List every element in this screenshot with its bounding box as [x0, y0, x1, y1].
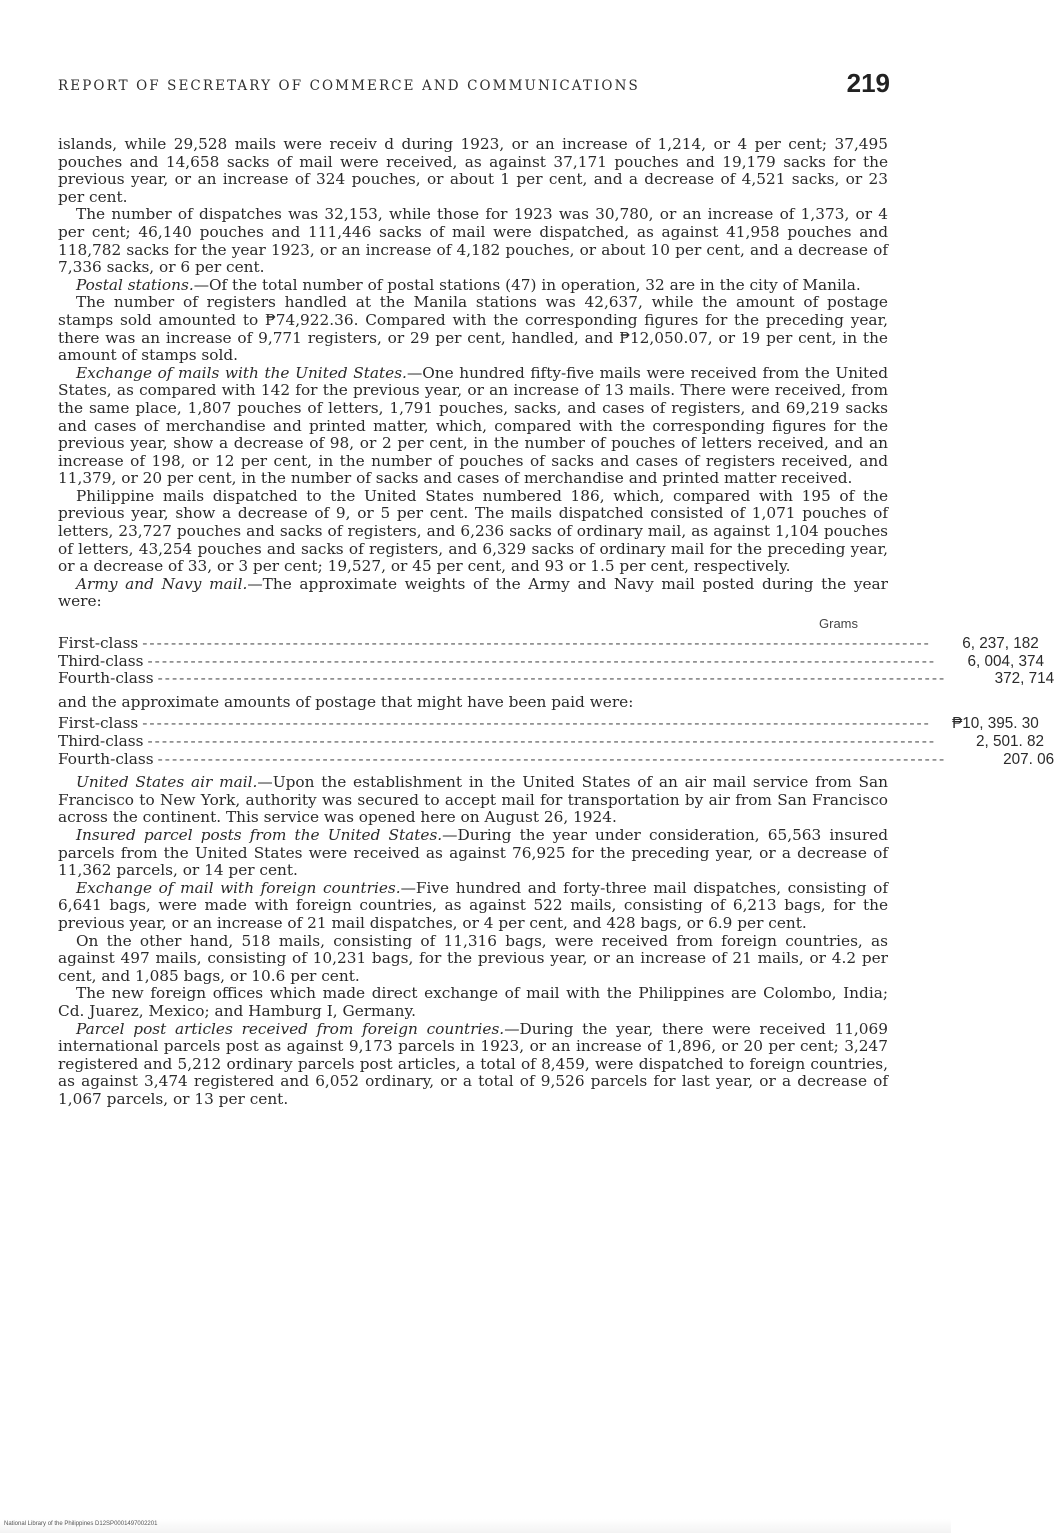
section-lead: Insured parcel posts from the United States. — [76, 825, 443, 844]
postage-intro: and the approximate amounts of postage that might have been paid were: — [58, 692, 634, 711]
row-value: 6, 004, 374 — [967, 652, 1045, 670]
paragraph: Exchange of mails with the United States.—One hundred fifty-five mails were received from the United States, as compared with 142 for the previous year, or an increase of 13 mails. There were received, from the same place, 1,807 pouches of letters, 1,791 pouches, sacks, and cases of registers, and 69,219 sacks and cases of merchandise and printed matter, which, compared with the corresponding figures for the previous year, show a decrease of 98, or 2 per cent, in the number of pouches of letters received, and an increase of 198, or 12 per cent, in the number of pouches of sacks and cases of registers received, and 11,379, or 20 per cent, in the number of sacks and cases of merchandise and printed matter received. — [58, 363, 888, 488]
row-value: 6, 237, 182 — [962, 635, 1039, 653]
paragraph: Postal stations.—Of the total number of postal stations (47) in operation, 32 are in the city of Manila. — [76, 275, 861, 294]
paragraph: The new foreign offices which made direct exchange of mail with the Philippines are Colombo, India; Cd. Juarez, Mexico; and Hamburg I, Germany. — [58, 984, 888, 1020]
leader-dots: -------------------------------------------------------------------------------------------------------------- — [157, 669, 947, 688]
table-row — [58, 749, 1054, 769]
paragraph: United States air mail.—Upon the establishment in the United States of an air mail service from San Francisco to New York, authority was secured to accept mail for transportation by air from San Francisco across the continent. This service was opened here on August 26, 1924. — [58, 773, 889, 827]
leader-dots: -------------------------------------------------------------------------------------------------------------- — [142, 634, 931, 653]
section-lead: Exchange of mail with foreign countries. — [76, 878, 401, 897]
row-label: Third-class — [58, 651, 144, 670]
paragraph: On the other hand, 518 mails, consisting of 11,316 bags, were received from foreign countries, as against 497 mails, consisting of 10,231 bags, for the previous year, or an increase of 21 mails, or 4.2 per cent, and 1,085 bags, or 10.6 per cent. — [58, 931, 888, 985]
leader-dots: -------------------------------------------------------------------------------------------------------------- — [147, 732, 937, 750]
running-head-title: REPORT OF SECRETARY OF COMMERCE AND COMMUNICATIONS — [58, 78, 640, 94]
scan-footer-note: National Library of the Philippines D12SP0001497002201 — [4, 1521, 158, 1527]
leader-dots: -------------------------------------------------------------------------------------------------------------- — [142, 714, 931, 733]
row-value: 207. 06 — [1003, 750, 1054, 768]
table-row — [58, 732, 1045, 751]
table-row — [58, 669, 1054, 688]
section-lead: Army and Navy mail. — [76, 574, 248, 593]
table-row — [58, 651, 1045, 671]
row-label: Fourth-class — [58, 669, 154, 688]
page-number: 219 — [846, 68, 890, 98]
row-label: First-class — [58, 634, 139, 653]
paragraph: Army and Navy mail.—The approximate weights of the Army and Navy mail posted during the year were: — [58, 574, 888, 611]
weights-unit-header: Grams — [819, 616, 858, 632]
row-value: 2, 501. 82 — [976, 733, 1045, 750]
postage-table — [58, 714, 1054, 768]
paragraph: islands, while 29,528 mails were receiv d during 1923, or an increase of 1,214, or 4 per cent; 37,495 pouches and 14,658 sacks of mail were received, as against 37,171 pouches and 19,179 sacks for the previous year, or an increase of 324 pouches, or about 1 per cent, and a decrease of 4,521 sacks, or 23 per cent. — [58, 135, 888, 206]
running-head — [58, 66, 888, 106]
paragraph: Exchange of mail with foreign countries.—Five hundred and forty-three mail dispatches, consisting of 6,641 bags, were made with foreign countries, as against 522 mails, consisting of 6,213 bags, for the previous year, or an increase of 21 mail dispatches, or 4 per cent, and 428 bags, or 6.9 per cent. — [58, 878, 889, 932]
report-page — [58, 66, 1054, 1108]
paragraph: Philippine mails dispatched to the United States numbered 186, which, compared with 195 of the previous year, show a decrease of 9, or 5 per cent. The mails dispatched consisted of 1,071 pouches of letters, 23,727 pouches and sacks of registers, and 6,236 sacks of ordinary mail, as against 1,104 pouches of letters, 43,254 pouches and sacks of registers, and 6,329 sacks of ordinary mail for the preceding year, or a decrease of 33, or 3 per cent; 19,527, or 45 per cent, and 93 or 1.5 per cent, respectively. — [58, 486, 888, 576]
section-lead: Postal stations. — [76, 275, 194, 294]
paragraph: The number of registers handled at the Manila stations was 42,637, while the amount of postage stamps sold amounted to ₱74,922.36. Compared with the corresponding figures for the preceding year, there was an increase of 9,771 registers, or 29 per cent, handled, and ₱12,050.07, or 19 per cent, in the amount of stamps sold. — [58, 293, 888, 365]
table-row — [58, 634, 1039, 653]
row-label: First-class — [58, 714, 139, 733]
paragraph: Parcel post articles received from foreign countries.—During the year, there were received 11,069 international parcels post as against 9,173 parcels in 1923, or an increase of 1,896, or 20 per cent; 3,247 registered and 5,212 ordinary parcels post articles, a total of 8,459, were dispatched to foreign countries, as against 3,474 registered and 6,052 ordinary, or a total of 9,526 parcels for last year, or a decrease of 1,067 parcels, or 13 per cent. — [58, 1019, 888, 1108]
weights-table — [58, 615, 1054, 688]
paragraph: Insured parcel posts from the United States.—During the year under consideration, 65,563 insured parcels from the United States were received as against 76,925 for the preceding year, or a decrease of 11,362 parcels, or 14 per cent. — [58, 825, 889, 880]
section-lead: United States air mail. — [76, 773, 258, 792]
leader-dots: -------------------------------------------------------------------------------------------------------------- — [157, 749, 947, 768]
section-lead: Exchange of mails with the United States. — [76, 363, 407, 382]
row-label: Third-class — [58, 732, 144, 750]
leader-dots: -------------------------------------------------------------------------------------------------------------- — [147, 651, 937, 670]
row-label: Fourth-class — [58, 749, 154, 768]
table-row — [58, 714, 1039, 733]
row-value: ₱10, 395. 30 — [952, 715, 1039, 733]
row-value: 372, 714 — [994, 670, 1054, 688]
paragraph: The number of dispatches was 32,153, while those for 1923 was 30,780, or an increase of 1,373, or 4 per cent; 46,140 pouches and 111,446 sacks of mail were dispatched, as against 41,958 pouches and 118,782 sacks for the year 1923, or an increase of 4,182 pouches, or about 10 per cent, and a decrease of 7,336 sacks, or 6 per cent. — [58, 205, 888, 277]
body-text-bottom — [58, 774, 888, 1108]
section-lead: Parcel post articles received from foreign countries. — [76, 1019, 505, 1038]
body-text-top — [58, 136, 888, 611]
